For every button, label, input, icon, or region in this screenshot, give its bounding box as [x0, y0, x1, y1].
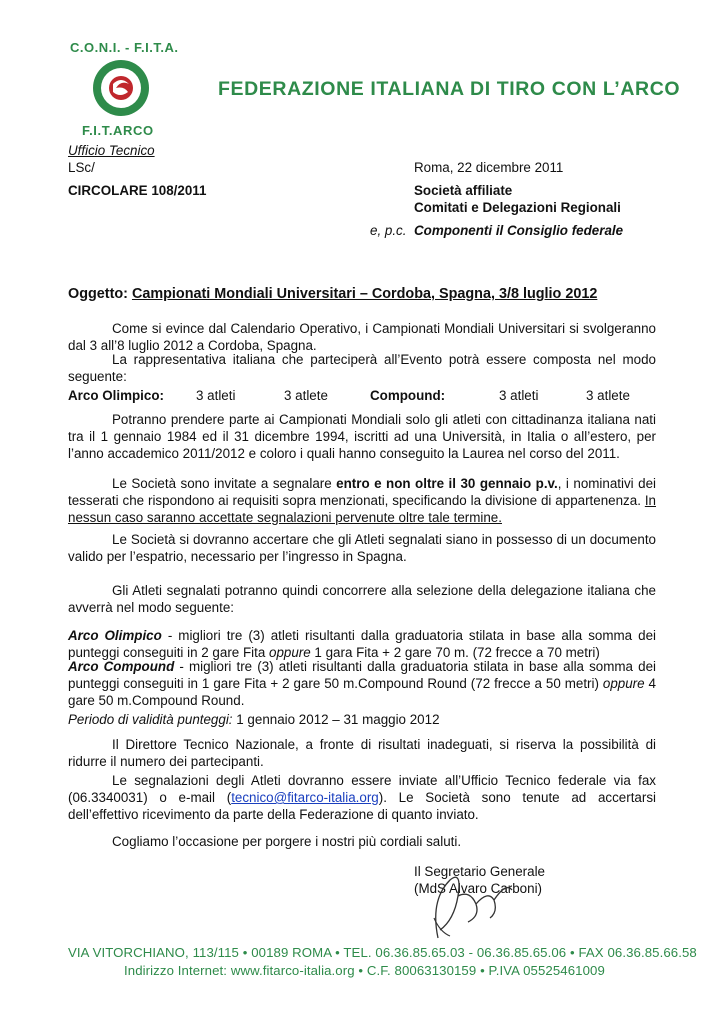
deadline-text-a: Le Società sono invitate a segnalare — [112, 476, 337, 491]
footer-web: Indirizzo Internet: www.fitarco-italia.org • C.F. 80063130159 • P.IVA 05525461009 — [124, 963, 605, 978]
subject-line — [68, 286, 597, 302]
place-date: Roma, 22 dicembre 2011 — [414, 160, 564, 175]
olimpico-criteria-b: 1 gara Fita + 2 gare 70 m. (72 frecce a 70 metri) — [310, 645, 600, 660]
compound-criteria-a: - migliori tre (3) atleti risultanti dalla graduatoria stilata in base alla somma dei punteggi conseguiti in 1 gare Fita + 2 gare 50 m.Compound Round (72 frecce a 50 metri) — [68, 659, 656, 691]
office-label: Ufficio Tecnico — [68, 143, 155, 158]
paragraph-team: La rappresentativa italiana che parteciperà all’Evento potrà essere composta nel modo seguente: — [68, 352, 656, 384]
paragraph-eligibility: Potranno prendere parte ai Campionati Mondiali solo gli atleti con cittadinanza italiana nati tra il 1 gennaio 1984 ed il 31 dicembre 1994, iscritti ad una Università, in Italia o all’estero, per l’anno accademico 2011/2012 e coloro i quali hanno conseguito la Laurea nel corso del 2011. — [68, 412, 656, 461]
paragraph-director: Il Direttore Tecnico Nazionale, a fronte di risultati inadeguati, si riserva la possibilità di ridurre il numero dei partecipanti. — [68, 737, 656, 769]
olimpico-criteria-or: oppure — [269, 645, 311, 660]
compound-label: Compound: — [370, 388, 446, 403]
olimpico-women: 3 atlete — [284, 388, 328, 403]
compound-criteria-b: 4 gare 50 m.Compound Round. — [68, 676, 656, 708]
closing-greeting: Cogliamo l’occasione per porgere i nostri più cordiali saluti. — [112, 834, 462, 849]
reference-code: LSc/ — [68, 160, 95, 175]
validity-period — [68, 712, 440, 727]
recipient-council: Componenti il Consiglio federale — [414, 223, 624, 238]
paragraph-selection: Gli Atleti segnalati potranno quindi concorrere alla selezione della delegazione italiana che avverrà nel modo seguente: — [68, 583, 656, 615]
compound-criteria-label: Arco Compound — [68, 659, 175, 674]
footer-address: VIA VITORCHIANO, 113/115 • 00189 ROMA • TEL. 06.36.85.65.03 - 06.36.85.65.06 • FAX 06.36.85.66.58 — [68, 945, 697, 960]
validity-value: 1 gennaio 2012 – 31 maggio 2012 — [232, 712, 440, 727]
signatory-role: Il Segretario Generale — [414, 864, 546, 879]
olimpico-criteria-label: Arco Olimpico — [68, 628, 162, 643]
compound-women: 3 atlete — [586, 388, 630, 403]
validity-label: Periodo di validità punteggi: — [68, 712, 233, 727]
subject-label: Oggetto: — [68, 286, 128, 302]
fitarco-logo-text: F.I.T.ARCO — [82, 123, 154, 138]
handwritten-signature — [410, 860, 530, 950]
compound-criteria — [68, 658, 656, 709]
deadline-warning: In nessun caso saranno accettate segnalazioni pervenute oltre tale termine. — [68, 493, 656, 525]
federation-title: FEDERAZIONE ITALIANA DI TIRO CON L’ARCO — [218, 78, 681, 100]
olimpico-criteria — [68, 627, 656, 661]
olimpico-criteria-a: - migliori tre (3) atleti risultanti dalla graduatoria stilata in base alla somma dei punteggi conseguiti in 2 gare Fita — [68, 628, 656, 660]
epc-label: e, p.c. — [370, 223, 407, 238]
submission-text-a: Le segnalazioni degli Atleti dovranno essere inviate all’Ufficio Tecnico federale via fax (06.3340031) o e-mail ( — [68, 773, 656, 805]
paragraph-documents: Le Società si dovranno accertare che gli Atleti segnalati siano in possesso di un documento valido per l’espatrio, necessario per l’ingresso in Spagna. — [68, 532, 656, 564]
submission-text-b: ). Le Società sono tenute ad accertarsi dell’effettivo ricevimento da parte della Federazione di quanto inviato. — [68, 790, 656, 822]
olimpico-men: 3 atleti — [196, 388, 236, 403]
compound-men: 3 atleti — [499, 388, 539, 403]
subject-text: Campionati Mondiali Universitari – Cordoba, Spagna, 3/8 luglio 2012 — [131, 286, 598, 302]
compound-criteria-or: oppure — [602, 676, 645, 691]
paragraph-submission — [68, 772, 656, 823]
circular-number: CIRCOLARE 108/2011 — [68, 183, 207, 198]
recipient-committees: Comitati e Delegazioni Regionali — [414, 200, 621, 215]
deadline-text-c: , i nominativi dei tesserati che rispondono ai requisiti sopra menzionati, specificando la divisione di appartenenza. — [68, 476, 656, 508]
deadline-date: entro e non oltre il 30 gennaio p.v. — [336, 476, 558, 491]
olimpico-label: Arco Olimpico: — [68, 388, 164, 403]
recipient-societies: Società affiliate — [414, 183, 513, 198]
coni-fita-header: C.O.N.I. - F.I.T.A. — [70, 40, 179, 55]
paragraph-deadline — [68, 475, 656, 526]
paragraph-calendar: Come si evince dal Calendario Operativo, i Campionati Mondiali Universitari si svolgeranno dal 3 all’8 luglio 2012 a Cordoba, Spagna. — [68, 321, 656, 353]
signatory-name: (MdS Alvaro Carboni) — [414, 881, 543, 896]
email-link[interactable]: tecnico@fitarco-italia.org — [231, 790, 379, 805]
